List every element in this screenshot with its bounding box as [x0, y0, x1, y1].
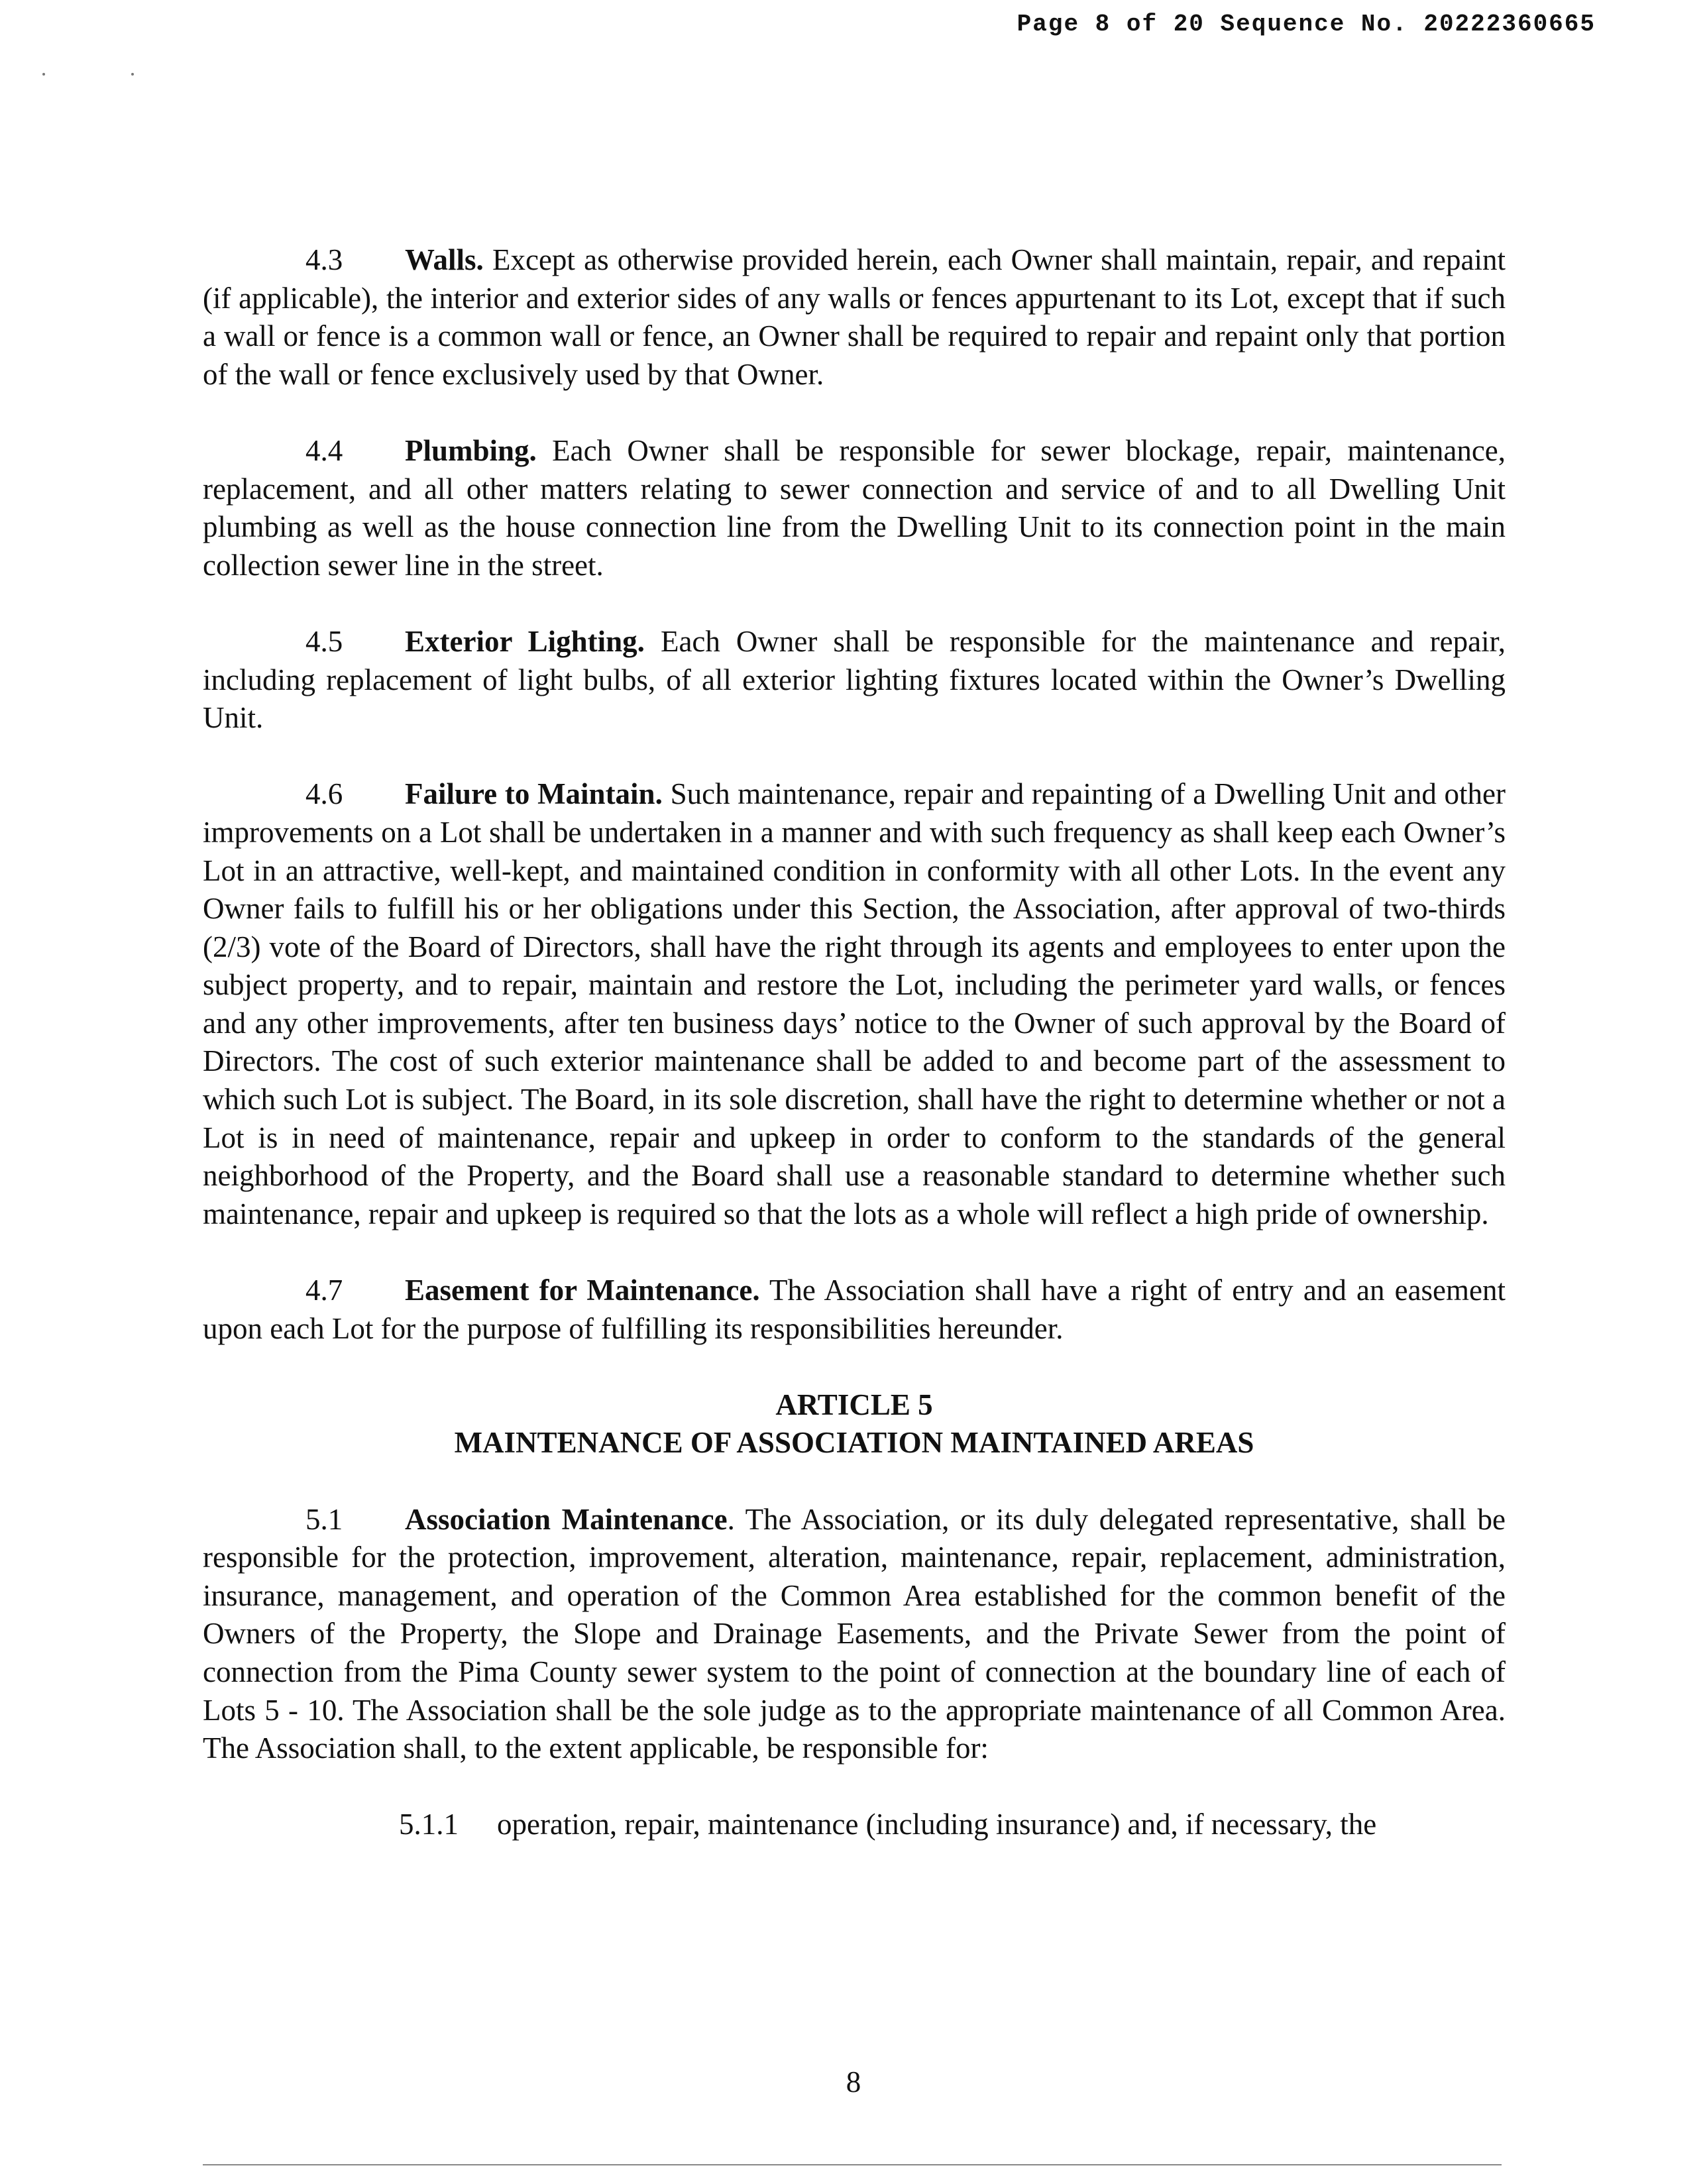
section-number: 4.7: [305, 1274, 343, 1307]
section-title: Plumbing.: [405, 433, 537, 467]
section-text: The Association shall have a right of entry and an easement upon each Lot for the purpose of fulfilling its responsibilities hereunder.: [203, 1274, 1506, 1345]
section-title: Failure to Maintain.: [405, 777, 663, 811]
subsection-5-1-1: [203, 1806, 1506, 1844]
document-body: [203, 241, 1506, 1844]
section-5-1: [203, 1501, 1506, 1768]
section-text: Each Owner shall be responsible for the maintenance and repair, including replacement of light bulbs, of all exterior lighting fixtures located within the Owner’s Dwelling Unit.: [203, 624, 1506, 735]
section-text: Such maintenance, repair and repainting of a Dwelling Unit and other improvements on a Lot shall be undertaken in a manner and with such frequency as shall keep each Owner’s Lot in an attractive, well-kept, and maintained condition in conformity with all other Lots. In the event any Owner fails to fulfill his or her obligations under this Section, the Association, after approval of two-thirds (2/3) vote of the Board of Directors, shall have the right through its agents and employees to enter upon the subject property, and to repair, maintain and restore the Lot, including the perimeter yard walls, or fences and any other improvements, after ten business days’ notice to the Owner of such approval by the Board of Directors. The cost of such exterior maintenance shall be added to and become part of the assessment to which such Lot is subject. The Board, in its sole discretion, shall have the right to determine whether or not a Lot is in need of maintenance, repair and upkeep in order to conform to the standards of the general neighborhood of the Property, and the Board shall use a reasonable standard to determine whether such maintenance, repair and upkeep is required so that the lots as a whole will reflect a high pride of ownership.: [203, 777, 1506, 1230]
article-number: ARTICLE 5: [775, 1388, 933, 1421]
subsection-number: 5.1.1: [399, 1808, 459, 1841]
section-4-4: [203, 432, 1506, 584]
section-title: Association Maintenance: [405, 1502, 728, 1536]
page-header: Page 8 of 20 Sequence No. 20222360665: [1017, 11, 1596, 38]
page-number: 8: [846, 2065, 861, 2099]
scan-specks: [42, 65, 220, 79]
section-text: Except as otherwise provided herein, each Owner shall maintain, repair, and repaint (if applicable), the interior and exterior sides of any walls or fences appurtenant to its Lot, except that if such a wall or fence is a common wall or fence, an Owner shall be required to repair and repaint only that portion of the wall or fence exclusively used by that Owner.: [203, 243, 1506, 391]
footer-rule: [203, 2164, 1502, 2165]
section-title: Easement for Maintenance.: [405, 1274, 760, 1307]
section-4-6: [203, 775, 1506, 1233]
section-number: 4.3: [305, 243, 343, 276]
section-number: 4.5: [305, 624, 343, 658]
section-4-7: [203, 1272, 1506, 1348]
subsection-text: operation, repair, maintenance (including insurance) and, if necessary, the: [497, 1808, 1377, 1841]
section-number: 4.6: [305, 777, 343, 811]
section-title: Exterior Lighting.: [405, 624, 645, 658]
article-heading: [203, 1386, 1506, 1462]
section-text: Each Owner shall be responsible for sewer blockage, repair, maintenance, replacement, and all other matters relating to sewer connection and service of and to all Dwelling Unit plumbing as well as the house connection line from the Dwelling Unit to its connection point in the main collection sewer line in the street.: [203, 433, 1506, 582]
section-title: Walls.: [405, 243, 484, 276]
article-title: MAINTENANCE OF ASSOCIATION MAINTAINED AREAS: [454, 1426, 1254, 1460]
section-4-3: [203, 241, 1506, 394]
section-text: . The Association, or its duly delegated representative, shall be responsible for the protection, improvement, alteration, maintenance, repair, replacement, administration, insurance, management, and operation of the Common Area established for the common benefit of the Owners of the Property, the Slope and Drainage Easements, and the Private Sewer from the point of connection from the Pima County sewer system to the point of connection at the boundary line of each of Lots 5 - 10. The Association shall be the sole judge as to the appropriate maintenance of all Common Area. The Association shall, to the extent applicable, be responsible for:: [203, 1502, 1506, 1765]
section-number: 4.4: [305, 433, 343, 467]
section-number: 5.1: [305, 1502, 343, 1536]
section-4-5: [203, 623, 1506, 737]
